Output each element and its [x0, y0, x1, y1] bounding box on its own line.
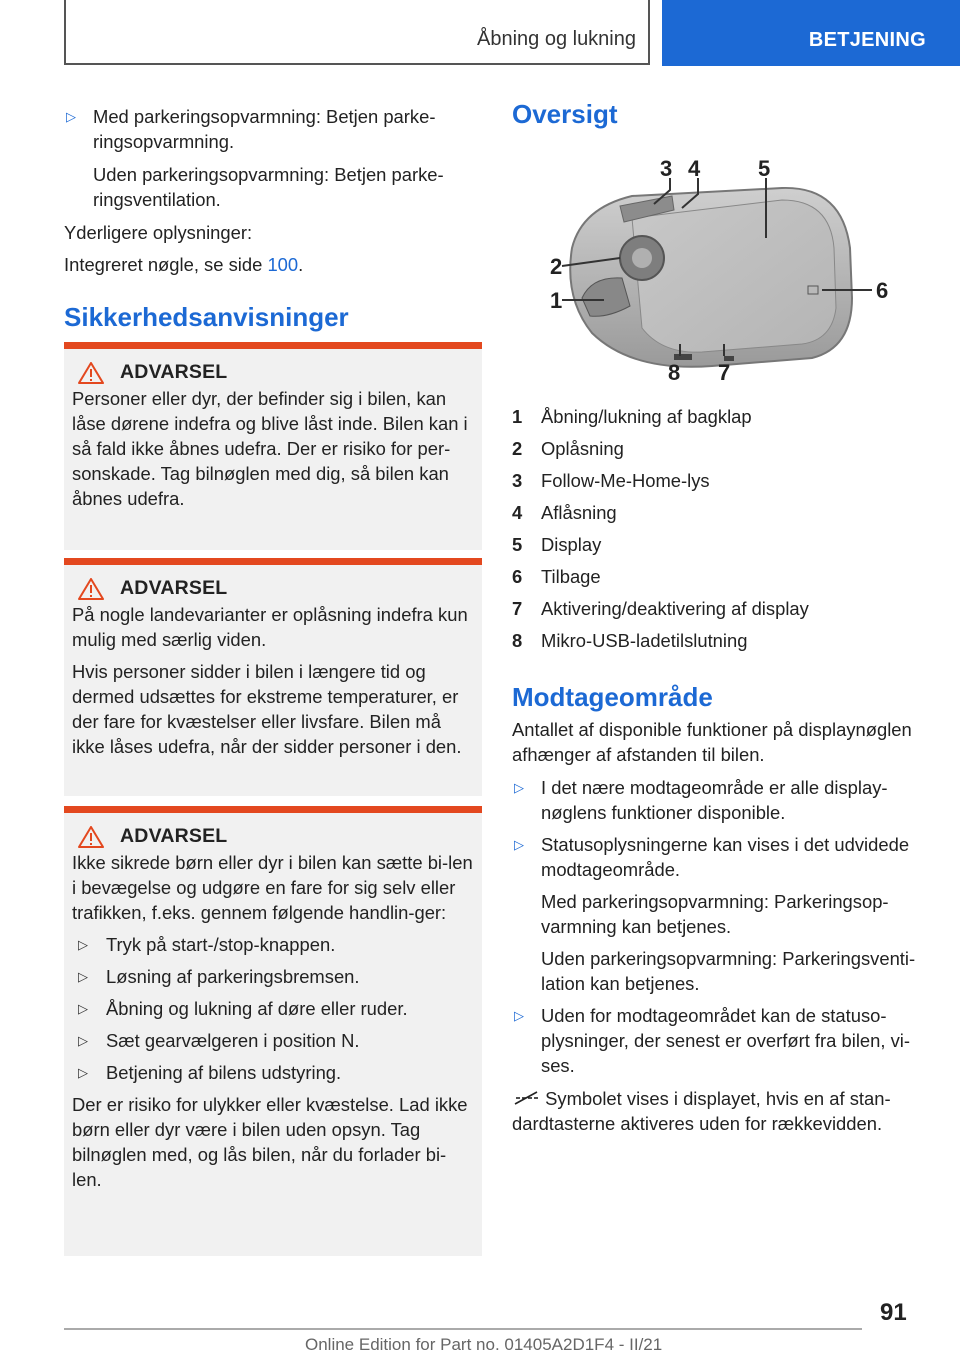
legend-number: 1 — [512, 406, 523, 427]
callout-8: 8 — [668, 360, 681, 385]
warning-box — [64, 558, 482, 796]
legend-label: Aktivering/deaktivering af display — [541, 598, 809, 619]
callout-4: 4 — [688, 156, 701, 181]
triangle-bullet-icon: ▷ — [78, 937, 88, 952]
header-chapter-label: BETJENING — [808, 28, 926, 51]
legend-item — [512, 436, 932, 461]
indent-text: Med parkeringsopvarmning: Parkeringsop-varmning kan betjenes. — [541, 891, 889, 937]
key-legend-list — [512, 404, 932, 653]
legend-number: 7 — [512, 598, 523, 619]
callout-3: 3 — [660, 156, 673, 181]
warning-triangle-icon — [78, 826, 104, 848]
left-column — [64, 104, 482, 333]
legend-label: Tilbage — [541, 566, 601, 587]
header-rule-left — [64, 0, 66, 64]
list-item — [64, 104, 482, 154]
list-item-text: Åbning og lukning af døre eller ruder. — [106, 998, 408, 1019]
cross-reference — [64, 252, 482, 277]
legend-item — [512, 532, 932, 557]
list-item — [72, 1060, 474, 1085]
legend-number: 2 — [512, 438, 523, 459]
warning-text: Ikke sikrede børn eller dyr i bilen kan sætte bi-len i bevægelse og udgøre en fare for sig selv eller trafikken, f.eks. gennem følgende handlin-ger: — [72, 852, 473, 923]
callout-2: 2 — [550, 254, 563, 279]
section-heading: Sikkerhedsanvisninger — [64, 302, 349, 332]
legend-item — [512, 500, 932, 525]
legend-number: 8 — [512, 630, 523, 651]
triangle-bullet-icon: ▷ — [66, 109, 76, 124]
list-item — [72, 964, 474, 989]
legend-label: Aflåsning — [541, 502, 617, 523]
display-key-illustration — [512, 148, 932, 388]
section-heading: Modtageområde — [512, 682, 713, 712]
indent-text: Uden parkeringsopvarmning: Parkeringsventi-lation kan betjenes. — [541, 948, 916, 994]
legend-item — [512, 468, 932, 493]
legend-label: Follow-Me-Home-lys — [541, 470, 710, 491]
list-item — [512, 832, 932, 882]
page-link[interactable]: 100 — [267, 254, 299, 275]
legend-item — [512, 404, 932, 429]
key-display-area — [632, 200, 836, 352]
list-item-text: Sæt gearvælgeren i position N. — [106, 1030, 360, 1051]
legend-number: 3 — [512, 470, 523, 491]
header-chapter-tab — [662, 0, 960, 66]
warning-header — [78, 361, 474, 384]
triangle-bullet-icon: ▷ — [78, 969, 88, 984]
list-item — [72, 1028, 474, 1053]
warning-text: På nogle landevarianter er oplåsning indefra kun mulig med særlig viden. — [72, 604, 468, 650]
triangle-bullet-icon: ▷ — [78, 1065, 88, 1080]
triangle-bullet-icon: ▷ — [78, 1001, 88, 1016]
triangle-bullet-icon: ▷ — [78, 1033, 88, 1048]
legend-number: 6 — [512, 566, 523, 587]
list-item — [512, 775, 932, 825]
list-item-text: I det nære modtageområde er alle display-nøglens funktioner disponible. — [541, 777, 888, 823]
legend-item — [512, 596, 932, 621]
list-item — [72, 996, 474, 1021]
warning-label: ADVARSEL — [120, 577, 228, 599]
list-item-text: Tryk på start-/stop-knappen. — [106, 934, 336, 955]
list-item-text: Uden for modtageområdet kan de statuso-plysninger, der senest er overført fra bilen, vi-ses. — [541, 1005, 910, 1076]
key-round-button-center — [632, 248, 652, 268]
warning-triangle-icon — [78, 362, 104, 384]
legend-number: 5 — [512, 534, 523, 555]
callout-1: 1 — [550, 288, 563, 313]
reference-text: Integreret nøgle, se side — [64, 254, 268, 275]
list-item-text: Statusoplysningerne kan vises i det udvidede modtageområde. — [541, 834, 910, 880]
triangle-bullet-icon: ▷ — [514, 780, 524, 795]
footer-edition: Online Edition for Part no. 01405A2D1F4 - II/21 — [305, 1335, 663, 1354]
legend-label: Display — [541, 534, 602, 555]
warning-text: Personer eller dyr, der befinder sig i bilen, kan låse dørene indefra og blive låst inde. Bilen kan i så fald ikke åbnes udefra. Der er risiko for per-sonskade. Tag bilnøglen med dig, så bilen kan åbnes udefra. — [72, 388, 468, 509]
warning-triangle-icon — [78, 578, 104, 600]
warning-text: Der er risiko for ulykker eller kvæstelse. Lad ikke børn eller dyr være i bilen uden opsyn. Tag bilnøglen med, og lås bilen, når du forlader bi-len. — [72, 1094, 468, 1190]
symbol-note — [512, 1086, 932, 1136]
callout-7: 7 — [718, 360, 731, 385]
section-heading: Oversigt — [512, 99, 618, 129]
warning-label: ADVARSEL — [120, 825, 228, 847]
warning-label: ADVARSEL — [120, 361, 228, 383]
legend-label: Åbning/lukning af bagklap — [541, 406, 752, 427]
header-rule-right — [648, 0, 650, 64]
page-number: 91 — [880, 1299, 907, 1326]
legend-item — [512, 628, 932, 653]
reference-end: . — [298, 254, 304, 275]
footer-rule — [64, 1328, 862, 1330]
callout-5: 5 — [758, 156, 771, 181]
list-item-text: Betjening af bilens udstyring. — [106, 1062, 342, 1083]
out-of-range-symbol-icon — [512, 1089, 540, 1107]
indent-text: Uden parkeringsopvarmning: Betjen parke-ringsventilation. — [93, 164, 444, 210]
warning-box — [64, 806, 482, 1256]
list-item-text: Løsning af parkeringsbremsen. — [106, 966, 360, 987]
legend-label: Oplåsning — [541, 438, 624, 459]
symbol-note-text: Symbolet vises i displayet, hvis en af stan-dardtasterne aktiveres uden for rækkevidden. — [512, 1088, 891, 1134]
warning-text: Hvis personer sidder i bilen i længere tid og dermed udsættes for ekstreme temperaturer, er der fare for kvæstelser eller livsfare. Bilen må ikke låses udefra, når der sidder personer i den. — [72, 661, 462, 757]
legend-number: 4 — [512, 502, 523, 523]
warning-header — [78, 577, 474, 600]
list-item — [72, 932, 474, 957]
legend-item — [512, 564, 932, 589]
more-info-label: Yderligere oplysninger: — [64, 222, 253, 243]
right-column — [512, 98, 932, 1136]
list-item-text: Med parkeringsopvarmning: Betjen parke-ringsopvarmning. — [93, 106, 436, 152]
header-section-title: Åbning og lukning — [476, 28, 636, 50]
legend-label: Mikro-USB-ladetilslutning — [541, 630, 748, 651]
callout-6: 6 — [876, 278, 889, 303]
warning-box — [64, 342, 482, 550]
header-rule-bottom — [64, 63, 650, 65]
paragraph: Antallet af disponible funktioner på displaynøglen afhænger af afstanden til bilen. — [512, 719, 912, 765]
list-item — [512, 1003, 932, 1078]
warning-header — [78, 825, 474, 848]
triangle-bullet-icon: ▷ — [514, 1008, 524, 1023]
triangle-bullet-icon: ▷ — [514, 837, 524, 852]
